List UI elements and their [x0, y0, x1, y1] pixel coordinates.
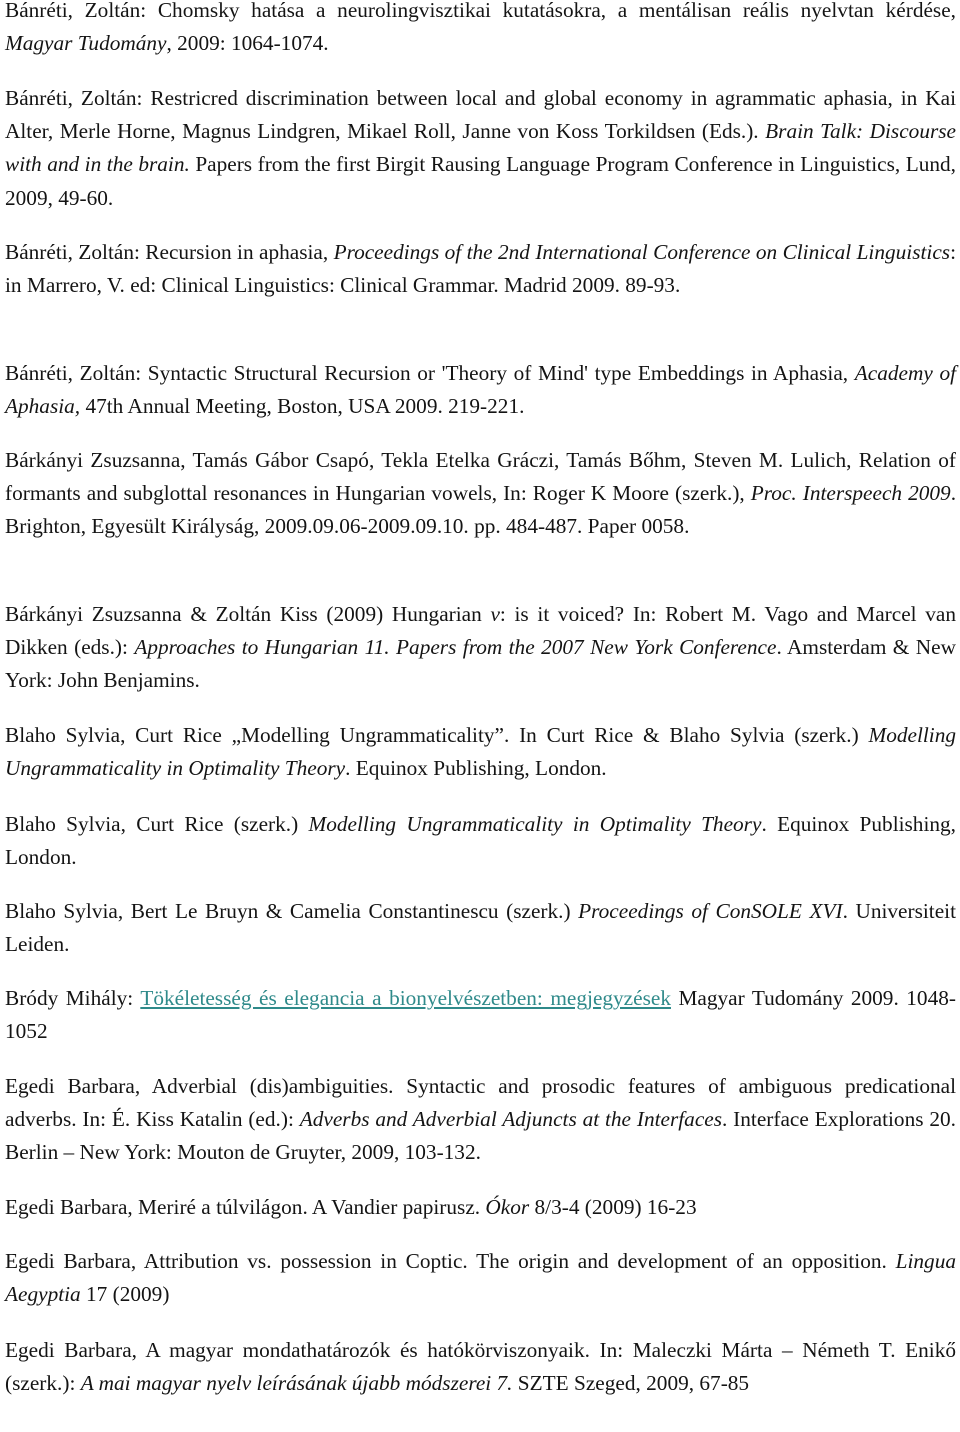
reference-text: Bánréti, Zoltán: Restricred discrimination between local and global economy in agrammatic aphasia, in Kai Alter, Merle Horne, Magnus Lindgren, Mikael Roll, Janne von Koss Torkildsen (Eds.).	[5, 86, 956, 144]
reference-entry	[5, 1334, 956, 1400]
reference-text: Blaho Sylvia, Curt Rice „Modelling Ungrammaticality”. In Curt Rice & Blaho Sylvia (szerk.)	[5, 723, 869, 747]
reference-entry	[5, 444, 956, 544]
reference-entry	[5, 1070, 956, 1170]
reference-title-italic: Adverbs and Adverbial Adjuncts at the Interfaces	[299, 1107, 723, 1132]
reference-entry	[5, 236, 956, 302]
reference-title-italic: Magyar Tudomány	[5, 31, 167, 56]
reference-text: 47th Annual Meeting, Boston, USA 2009. 219-221.	[80, 394, 525, 419]
reference-title-italic: A mai magyar nyelv leírásának újabb módszerei 7.	[80, 1371, 513, 1396]
reference-text: Bródy Mihály:	[5, 986, 141, 1010]
reference-text: , 2009: 1064-1074.	[166, 31, 329, 56]
reference-text: . Universiteit Leiden.	[5, 899, 956, 957]
reference-entry	[5, 1245, 956, 1311]
reference-text: : in Marrero, V. ed: Clinical Linguistics: Clinical Grammar. Madrid 2009. 89-93.	[5, 240, 956, 298]
reference-text: Bánréti, Zoltán: Chomsky hatása a neurolingvisztikai kutatásokra, a mentálisan reális nyelvtan kérdése,	[5, 0, 956, 22]
reference-text: Egedi Barbara, A magyar mondathatározók és hatókörviszonyaik. In: Maleczki Márta – Németh T. Enikő (szerk.):	[5, 1338, 956, 1396]
reference-title-italic: Modelling Ungrammaticality in Optimality Theory	[308, 812, 762, 836]
reference-entry	[5, 808, 956, 874]
reference-text: . Equinox Publishing, London.	[345, 756, 607, 781]
reference-text: Blaho Sylvia, Curt Rice (szerk.)	[5, 812, 309, 836]
reference-entry	[5, 1191, 956, 1224]
reference-text: Bánréti, Zoltán: Syntactic Structural Recursion or 'Theory of Mind' type Embeddings in Aphasia,	[5, 361, 855, 385]
reference-text: 8/3-4 (2009) 16-23	[529, 1195, 697, 1219]
reference-text: . Interface Explorations 20. Berlin – New York: Mouton de Gruyter, 2009, 103-132.	[5, 1107, 956, 1165]
reference-text: 17 (2009)	[80, 1282, 170, 1307]
reference-entry	[5, 895, 956, 961]
reference-entry	[5, 719, 956, 785]
reference-text: . Brighton, Egyesült Királyság, 2009.09.06-2009.09.10. pp. 484-487. Paper 0058.	[5, 481, 957, 539]
reference-entry	[5, 357, 956, 423]
reference-title-italic: Ókor	[485, 1195, 530, 1219]
reference-text: Egedi Barbara, Meriré a túlvilágon. A Vandier papirusz.	[5, 1195, 486, 1219]
reference-text: : is it voiced? In: Robert M. Vago and Marcel van Dikken (eds.):	[5, 602, 956, 660]
reference-entry	[5, 82, 956, 215]
reference-title-italic: Lingua Aegyptia	[5, 1249, 956, 1307]
reference-text: . Amsterdam & New York: John Benjamins.	[5, 635, 956, 693]
reference-entry	[5, 598, 956, 698]
reference-text: Bárkányi Zsuzsanna & Zoltán Kiss (2009) Hungarian	[5, 602, 491, 626]
reference-text: Bárkányi Zsuzsanna, Tamás Gábor Csapó, Tekla Etelka Gráczi, Tamás Bőhm, Steven M. Lulich, Relation of formants and subglottal resonances in Hungarian vowels, In: Roger K Moore (szerk.),	[5, 448, 956, 506]
reference-title-italic: v	[490, 602, 500, 626]
reference-text: . Equinox Publishing, London.	[5, 812, 956, 870]
reference-title-italic: Proceedings of the 2nd International Conference on Clinical Linguistics	[333, 240, 951, 264]
reference-text: Egedi Barbara, Attribution vs. possession in Coptic. The origin and development of an opposition.	[5, 1249, 896, 1273]
reference-text: SZTE Szeged, 2009, 67-85	[512, 1371, 750, 1396]
reference-title-italic: Modelling Ungrammaticality in Optimality Theory	[5, 723, 956, 781]
reference-title-italic: Brain Talk: Discourse with and in the brain.	[5, 119, 957, 177]
reference-title-italic: Academy of Aphasia,	[5, 361, 957, 419]
reference-title-italic: Approaches to Hungarian 11. Papers from the 2007 New York Conference	[134, 635, 777, 660]
reference-link[interactable]: Tökéletesség és elegancia a bionyelvészetben: megjegyzések	[140, 986, 671, 1010]
reference-entry	[5, 982, 956, 1048]
reference-text: Papers from the first Birgit Rausing Language Program Conference in Linguistics, Lund, 2009, 49-60.	[5, 152, 956, 210]
reference-text: Egedi Barbara, Adverbial (dis)ambiguities. Syntactic and prosodic features of ambiguous predicational adverbs. In: É. Kiss Katalin (ed.):	[5, 1074, 956, 1132]
reference-entry	[5, 0, 956, 60]
reference-title-italic: Proc. Interspeech 2009	[750, 481, 951, 506]
reference-text: Blaho Sylvia, Bert Le Bruyn & Camelia Constantinescu (szerk.)	[5, 899, 579, 923]
reference-text: Bánréti, Zoltán: Recursion in aphasia,	[5, 240, 334, 264]
reference-title-italic: Proceedings of ConSOLE XVI	[578, 899, 843, 923]
reference-text: Magyar Tudomány 2009. 1048-1052	[5, 986, 956, 1044]
